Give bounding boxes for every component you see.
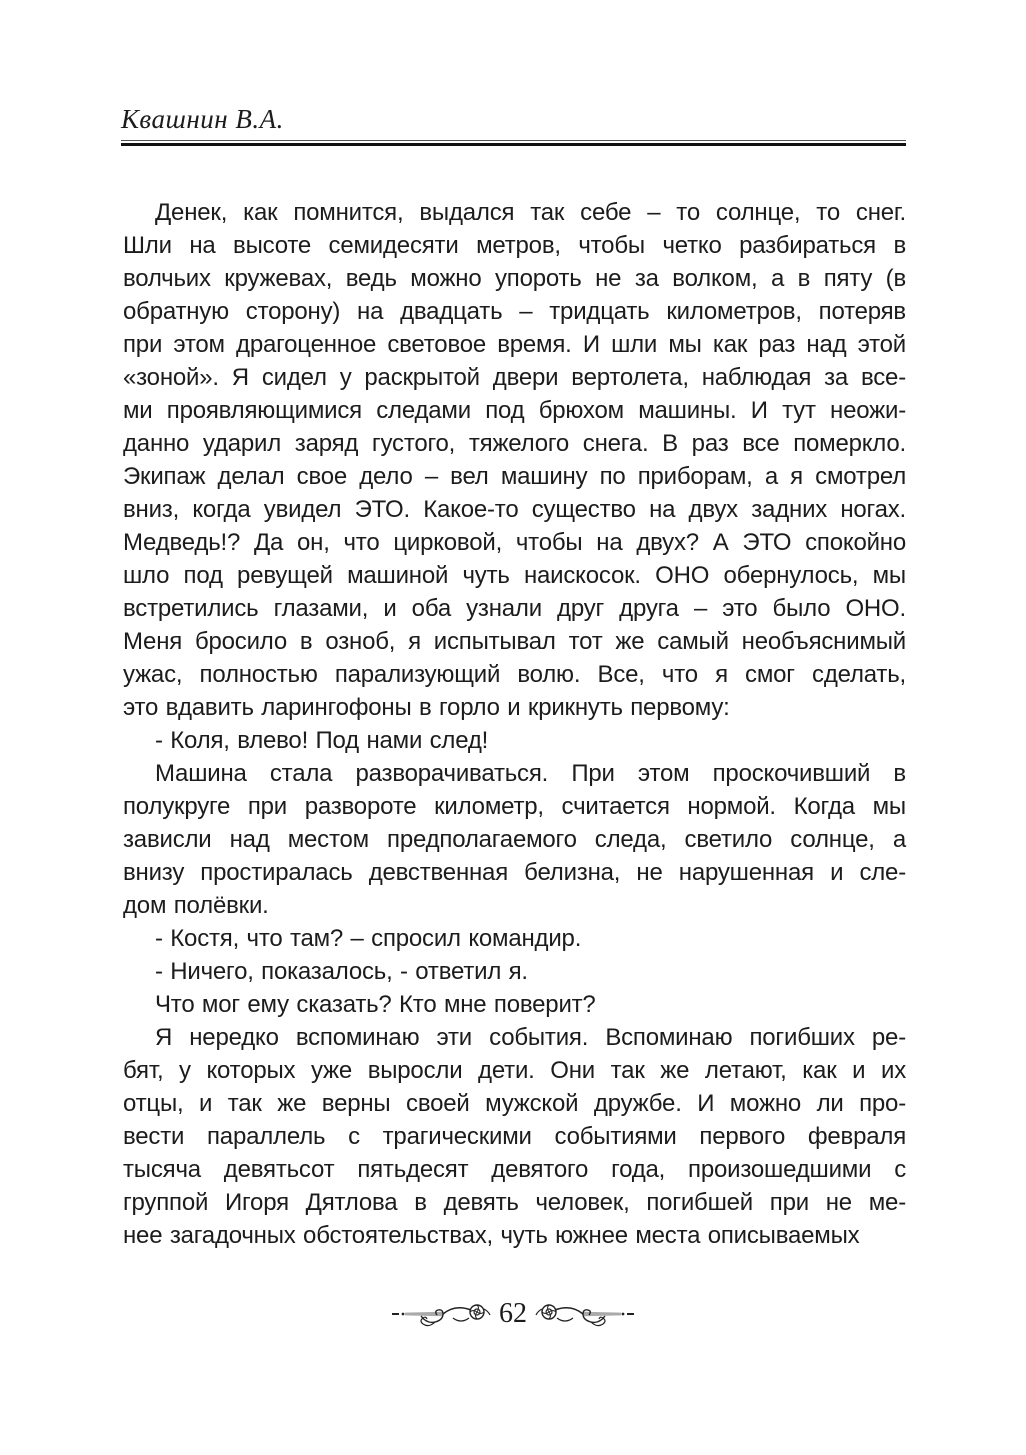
text-line: группой Игоря Дятлова в девять человек, погибшей при не ме-	[123, 1189, 906, 1216]
text-line: полукруге при развороте километр, считается нормой. Когда мы	[123, 793, 906, 820]
text-line: вести параллель с трагическими событиями первого февраля	[123, 1123, 906, 1150]
paragraph	[123, 196, 906, 724]
text-line: - Коля, влево! Под нами след!	[155, 727, 489, 754]
text-line: обратную сторону) на двадцать – тридцать километров, потеряв	[123, 298, 906, 325]
text-line: ужас, полностью парализующий волю. Все, что я смог сделать,	[123, 661, 906, 688]
text-line: «зоной». Я сидел у раскрытой двери вертолета, наблюдая за все-	[123, 364, 906, 391]
paragraph	[123, 955, 906, 988]
text-line: ми проявляющимися следами под брюхом машины. И тут неожи-	[123, 397, 906, 424]
page-number: 62	[499, 1298, 527, 1329]
text-line: Я нередко вспоминаю эти события. Вспоминаю погибших ре-	[155, 1024, 906, 1051]
text-line: Медведь!? Да он, что цирковой, чтобы на двух? А ЭТО спокойно	[123, 529, 906, 556]
text-line: тысяча девятьсот пятьдесят девятого года, произошедшими с	[123, 1156, 906, 1183]
text-line: волчьих кружевах, ведь можно упороть не за волком, а в пяту (в	[123, 265, 906, 292]
text-line: нее загадочных обстоятельствах, чуть южнее места описываемых	[123, 1222, 860, 1249]
paragraph	[123, 757, 906, 922]
text-line: данно ударил заряд густого, тяжелого снега. В раз все померкло.	[123, 430, 906, 457]
page-body	[123, 196, 906, 1252]
text-line: вниз, когда увидел ЭТО. Какое-то существо на двух задних ногах.	[123, 496, 906, 523]
text-line: шло под ревущей машиной чуть наискосок. ОНО обернулось, мы	[123, 562, 906, 589]
text-line: дом полёвки.	[123, 892, 269, 919]
text-line: бят, у которых уже выросли дети. Они так же летают, как и их	[123, 1057, 906, 1084]
author-name: Квашнин В.А.	[121, 104, 284, 134]
text-line: встретились глазами, и оба узнали друг друга – это было ОНО.	[123, 595, 906, 622]
text-line: Меня бросило в озноб, я испытывал тот же самый необъяснимый	[123, 628, 906, 655]
text-line: зависли над местом предполагаемого следа, светило солнце, а	[123, 826, 906, 853]
text-line: при этом драгоценное световое время. И шли мы как раз над этой	[123, 331, 906, 358]
text-line: Что мог ему сказать? Кто мне поверит?	[155, 991, 596, 1018]
paragraph	[123, 1021, 906, 1252]
text-line: Машина стала разворачиваться. При этом проскочивший в	[155, 760, 906, 787]
header-rule-thick-line	[121, 143, 906, 146]
page-footer	[0, 1296, 1026, 1332]
header-rule	[121, 140, 906, 146]
ornament-flourish-left-icon	[391, 1296, 491, 1332]
ornament-flourish-right-icon	[535, 1296, 635, 1332]
text-line: - Костя, что там? – спросил командир.	[155, 925, 582, 952]
paragraph	[123, 922, 906, 955]
page-header	[121, 104, 906, 146]
text-line: отцы, и так же верны своей мужской дружбе. И можно ли про-	[123, 1090, 906, 1117]
paragraph	[123, 724, 906, 757]
text-line: - Ничего, показалось, - ответил я.	[155, 958, 528, 985]
text-line: Шли на высоте семидесяти метров, чтобы четко разбираться в	[123, 232, 906, 259]
text-line: Экипаж делал свое дело – вел машину по приборам, а я смотрел	[123, 463, 906, 490]
paragraph	[123, 988, 906, 1021]
text-line: Денек, как помнится, выдался так себе – то солнце, то снег.	[155, 199, 906, 226]
text-line: это вдавить ларингофоны в горло и крикнуть первому:	[123, 694, 730, 721]
text-line: внизу простиралась девственная белизна, не нарушенная и сле-	[123, 859, 906, 886]
